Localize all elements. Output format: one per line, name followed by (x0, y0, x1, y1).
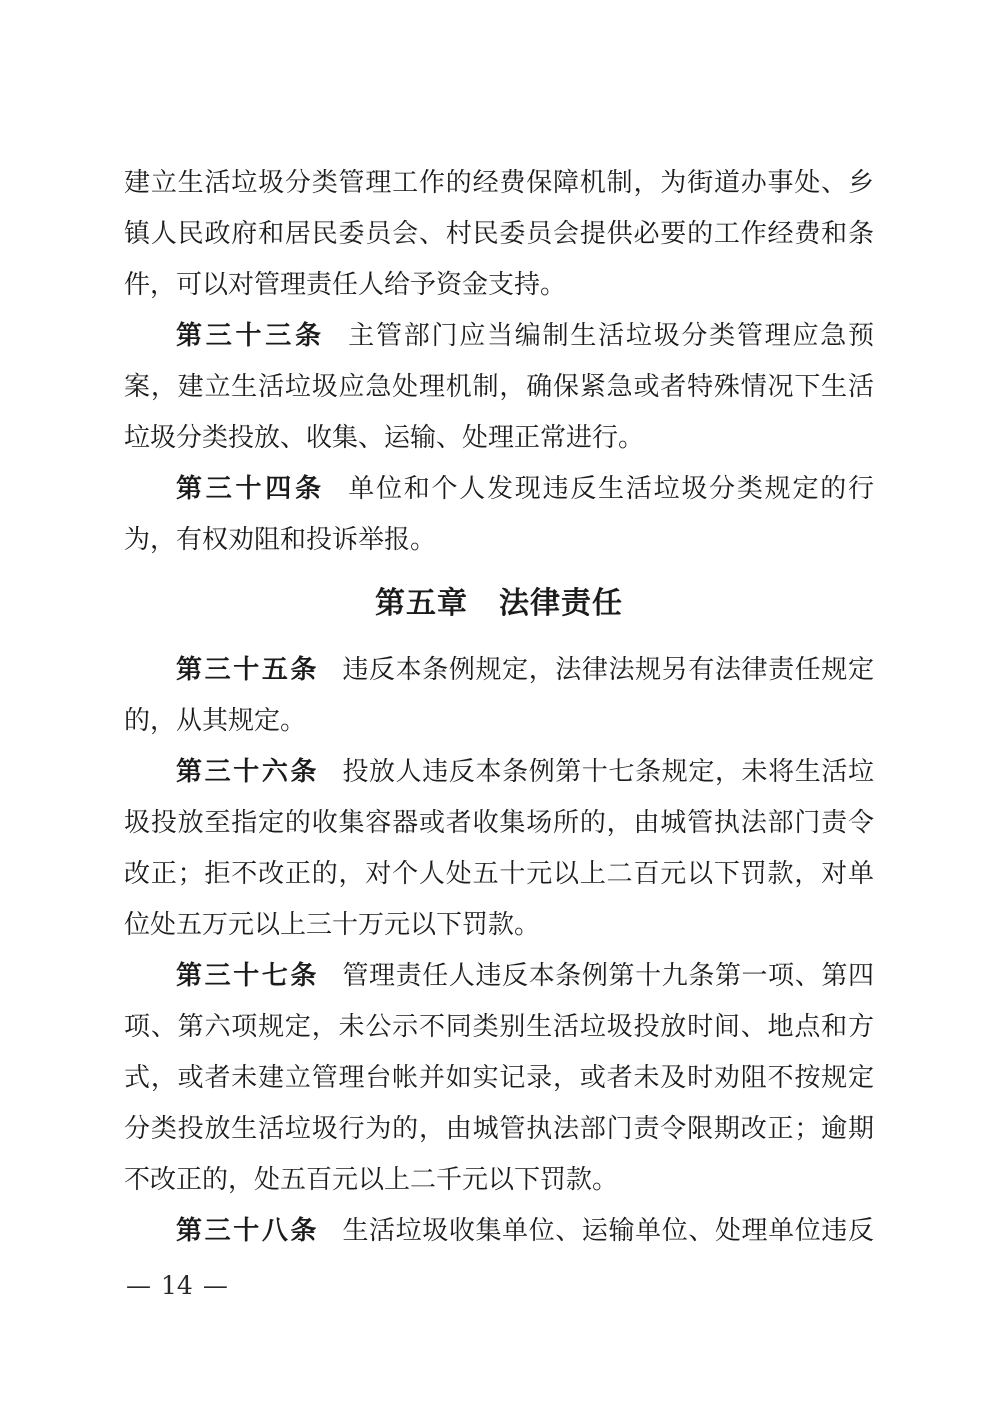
text-line: 建立生活垃圾分类管理工作的经费保障机制，为街道办事处、乡 (124, 168, 874, 198)
text-line: 案，建立生活垃圾应急处理机制，确保紧急或者特殊情况下生活 (124, 372, 874, 402)
article-paragraph (124, 645, 874, 747)
text-line: 为，有权劝阻和投诉举报。 (124, 525, 437, 555)
page-number: 14 (161, 1271, 193, 1300)
page-footer (126, 1270, 228, 1302)
text-line: 式，或者未建立管理台帐并如实记录，或者未及时劝阻不按规定 (124, 1063, 874, 1093)
article-paragraph (124, 951, 874, 1206)
article-paragraph (124, 1206, 874, 1257)
article-number: 第三十四条 (176, 474, 325, 504)
text-line: 项、第六项规定，未公示不同类别生活垃圾投放时间、地点和方 (124, 1012, 874, 1042)
text-line: 第三十八条 生活垃圾收集单位、运输单位、处理单位违反 (176, 1216, 874, 1246)
footer-left-dash: — (126, 1271, 151, 1300)
text-line: 第三十五条 违反本条例规定，法律法规另有法律责任规定 (176, 655, 874, 685)
text-line: 垃圾分类投放、收集、运输、处理正常进行。 (124, 423, 645, 453)
text-line: 件，可以对管理责任人给予资金支持。 (124, 270, 567, 300)
article-paragraph (124, 464, 874, 566)
text-line: 镇人民政府和居民委员会、村民委员会提供必要的工作经费和条 (124, 219, 874, 249)
text-line: 第三十六条 投放人违反本条例第十七条规定，未将生活垃 (176, 757, 874, 787)
body-paragraph (124, 158, 874, 311)
text-line: 位处五万元以上三十万元以下罚款。 (124, 910, 541, 940)
article-number: 第三十八条 (176, 1216, 320, 1246)
text-line: 改正；拒不改正的，对个人处五十元以上二百元以下罚款，对单 (124, 859, 874, 889)
article-paragraph (124, 747, 874, 951)
page-content (124, 158, 874, 1257)
article-paragraph (124, 311, 874, 464)
footer-right-dash: — (202, 1271, 228, 1300)
article-number: 第三十六条 (176, 757, 320, 787)
text-line: 圾投放至指定的收集容器或者收集场所的，由城管执法部门责令 (124, 808, 874, 838)
text-line: 第三十四条 单位和个人发现违反生活垃圾分类规定的行 (176, 474, 874, 504)
text-line: 的，从其规定。 (124, 706, 307, 736)
text-line: 分类投放生活垃圾行为的，由城管执法部门责令限期改正；逾期 (124, 1114, 874, 1144)
chapter-heading: 第五章 法律责任 (375, 586, 623, 621)
article-number: 第三十七条 (176, 961, 320, 991)
text-line: 不改正的，处五百元以上二千元以下罚款。 (124, 1165, 619, 1195)
article-number: 第三十五条 (176, 655, 320, 685)
article-number: 第三十三条 (176, 321, 325, 351)
text-line: 第三十三条 主管部门应当编制生活垃圾分类管理应急预 (176, 321, 874, 351)
text-line: 第三十七条 管理责任人违反本条例第十九条第一项、第四 (176, 961, 874, 991)
